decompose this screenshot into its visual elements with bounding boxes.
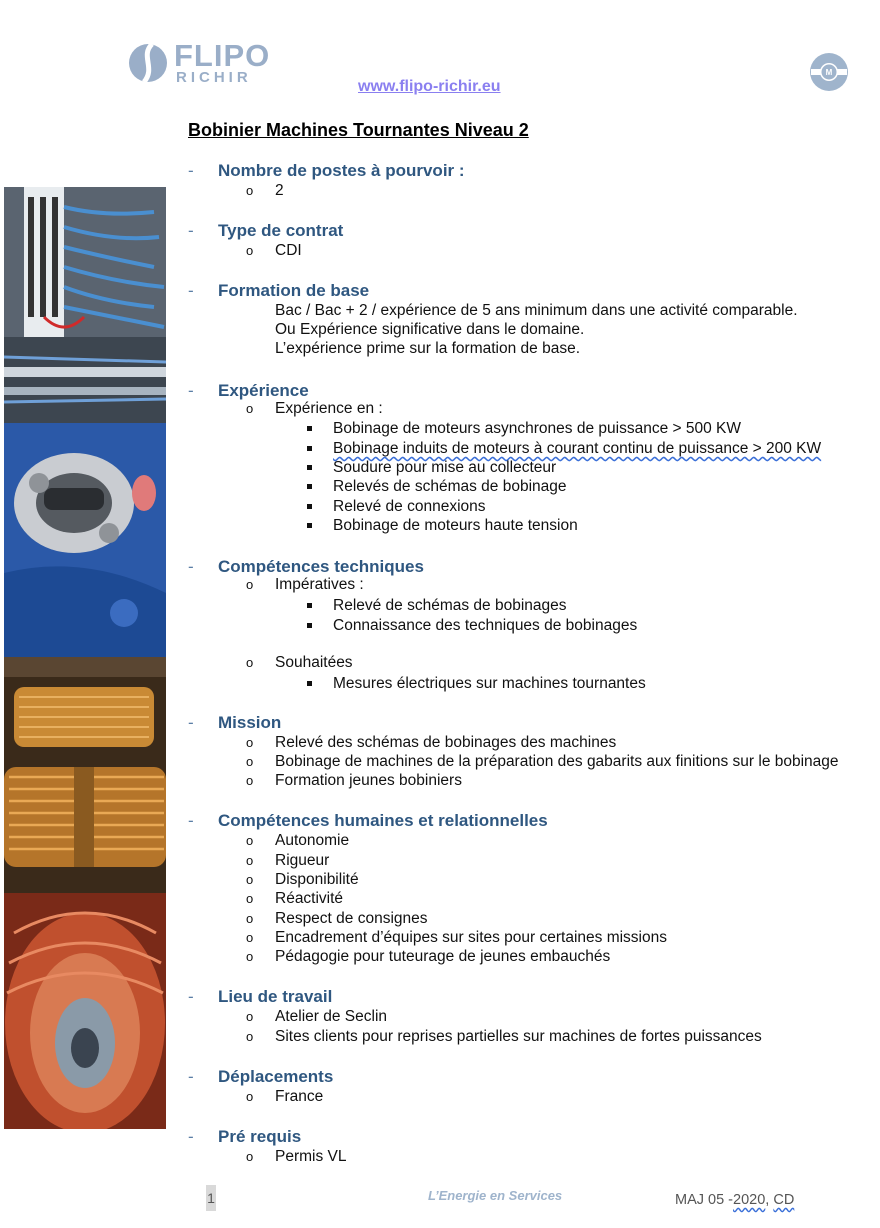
section-heading-humaines: - Compétences humaines et relationnelles (188, 811, 548, 830)
circle-bullet-icon: o (246, 1029, 254, 1044)
list-item: Relevé des schémas de bobinages des machines (275, 734, 617, 751)
section-heading-deplacements: - Déplacements (188, 1067, 334, 1086)
square-bullet-icon (307, 484, 312, 489)
square-bullet-icon (307, 446, 312, 451)
sub-label: Expérience en : (275, 400, 383, 417)
list-item: Mesures électriques sur machines tournantes (333, 675, 646, 692)
circle-bullet-icon: o (246, 891, 254, 906)
sub-label: Souhaitées (275, 654, 353, 671)
list-item: Connaissance des techniques de bobinages (333, 617, 638, 634)
section-heading-mission: - Mission (188, 713, 282, 732)
website-link[interactable]: www.flipo-richir.eu (358, 78, 501, 95)
list-item: Bobinage de moteurs asynchrones de puissance > 500 KW (333, 420, 741, 437)
document-title: Bobinier Machines Tournantes Niveau 2 (188, 120, 529, 140)
maj-initials: CD (773, 1192, 795, 1208)
list-item: Bobinage de moteurs haute tension (333, 517, 578, 534)
list-item: Disponibilité (275, 871, 359, 888)
section-heading-prerequis: - Pré requis (188, 1127, 302, 1146)
flipo-richir-logo (128, 40, 278, 88)
list-item: Rigueur (275, 852, 330, 869)
circle-bullet-icon: o (246, 1089, 254, 1104)
stator-photo (4, 893, 166, 1129)
square-bullet-icon (307, 603, 312, 608)
list-item: 2 (275, 182, 284, 199)
circle-bullet-icon: o (246, 773, 254, 788)
square-bullet-icon (307, 523, 312, 528)
circle-bullet-icon: o (246, 754, 254, 769)
circle-bullet-icon: o (246, 911, 254, 926)
brand-line2: RICHIR (176, 69, 252, 86)
brand-line1: FLIPO (174, 38, 271, 73)
copper-coils-photo (4, 657, 166, 893)
square-bullet-icon (307, 623, 312, 628)
circle-bullet-icon: o (246, 949, 254, 964)
section-heading-formation: - Formation de base (188, 281, 370, 300)
formation-line: Ou Expérience significative dans le domaine. (275, 321, 585, 338)
list-item: Relevé de schémas de bobinages (333, 597, 567, 614)
sub-label: Impératives : (275, 576, 364, 593)
circle-bullet-icon: o (246, 577, 254, 592)
circle-bullet-icon: o (246, 853, 254, 868)
maj-prefix: MAJ 05 - (675, 1192, 734, 1208)
list-item: CDI (275, 242, 302, 259)
footer-update-date: MAJ 05 -2020, CD (675, 1192, 795, 1208)
circle-bullet-icon: o (246, 1149, 254, 1164)
circle-bullet-icon: o (246, 872, 254, 887)
formation-line: L’expérience prime sur la formation de base. (275, 340, 580, 357)
section-heading-contrat: - Type de contrat (188, 221, 344, 240)
list-item: Respect de consignes (275, 910, 428, 927)
square-bullet-icon (307, 681, 312, 686)
list-item: Relevés de schémas de bobinage (333, 478, 567, 495)
section-heading-techniques: - Compétences techniques (188, 557, 424, 576)
page-number: 1 (206, 1185, 216, 1211)
wiring-cabinet-photo (4, 187, 166, 423)
list-item: Atelier de Seclin (275, 1008, 388, 1025)
list-item: Soudure pour mise au collecteur (333, 459, 557, 476)
section-heading-postes: - Nombre de postes à pourvoir : (188, 161, 465, 180)
circle-bullet-icon: o (246, 833, 254, 848)
svg-text:M: M (825, 68, 833, 77)
list-item: Bobinage de machines de la préparation des gabarits aux finitions sur le bobinage (275, 753, 839, 770)
square-bullet-icon (307, 504, 312, 509)
circle-bullet-icon: o (246, 930, 254, 945)
circle-bullet-icon: o (246, 655, 254, 670)
footer-tagline: L’Energie en Services (428, 1188, 563, 1203)
logo-mark-icon (128, 42, 168, 84)
square-bullet-icon (307, 465, 312, 470)
list-item: Formation jeunes bobiniers (275, 772, 462, 789)
circle-bullet-icon: o (246, 1009, 254, 1024)
list-item: Sites clients pour reprises partielles sur machines de fortes puissances (275, 1028, 762, 1045)
circle-bullet-icon: o (246, 735, 254, 750)
formation-line: Bac / Bac + 2 / expérience de 5 ans minimum dans une activité comparable. (275, 302, 798, 319)
list-item: Bobinage induits de moteurs à courant continu de puissance > 200 KW (333, 440, 822, 457)
maj-year: 2020 (733, 1192, 766, 1208)
square-bullet-icon (307, 426, 312, 431)
list-item: France (275, 1088, 324, 1105)
list-item: Pédagogie pour tuteurage de jeunes embauchés (275, 948, 611, 965)
circle-bullet-icon: o (246, 243, 254, 258)
photo-strip (4, 187, 166, 1129)
list-item: Encadrement d’équipes sur sites pour certaines missions (275, 929, 667, 946)
partner-badge-icon (809, 52, 849, 92)
circle-bullet-icon: o (246, 183, 254, 198)
list-item: Réactivité (275, 890, 344, 907)
list-item: Permis VL (275, 1148, 347, 1165)
list-item: Relevé de connexions (333, 498, 486, 515)
section-heading-experience: - Expérience (188, 381, 309, 400)
list-item: Autonomie (275, 832, 350, 849)
section-heading-lieu: - Lieu de travail (188, 987, 333, 1006)
circle-bullet-icon: o (246, 401, 254, 416)
engine-part-photo (4, 423, 166, 657)
